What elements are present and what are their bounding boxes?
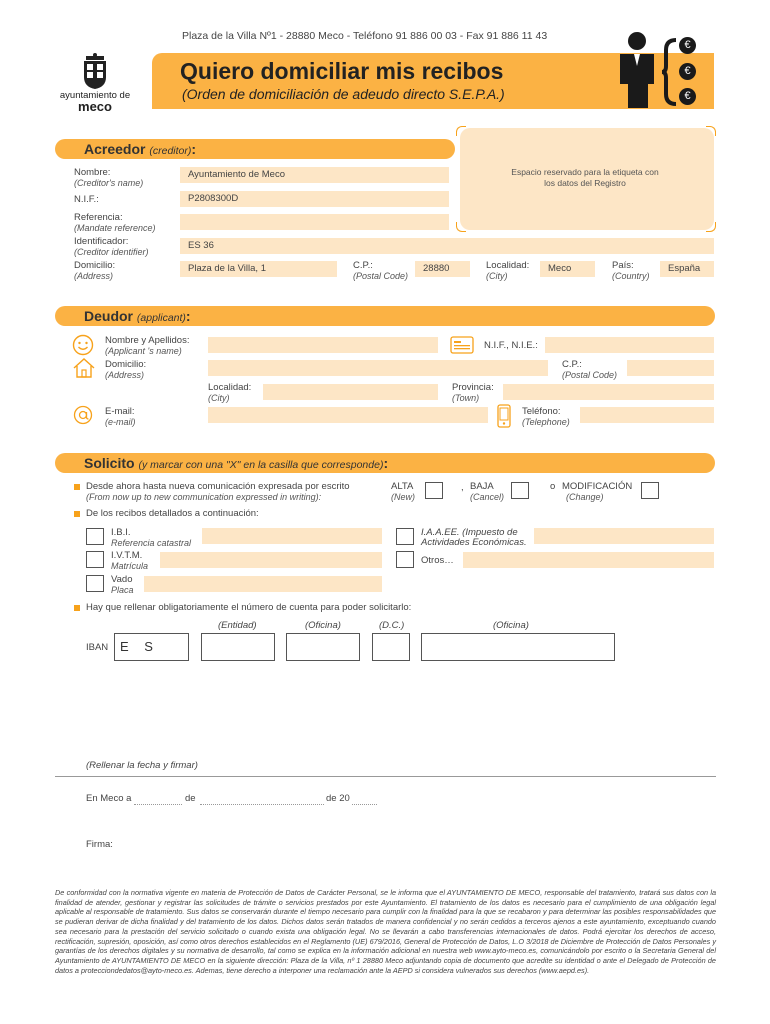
iban-country-box[interactable] (114, 633, 189, 661)
anio-line[interactable] (352, 795, 377, 805)
iban-cuenta-box[interactable] (421, 633, 615, 661)
solicito-title: Solicito (y marcar con una "X" en la casilla que corresponde): (84, 455, 389, 471)
entidad-label: (Entidad) (218, 620, 257, 631)
acreedor-title: Acreedor (creditor): (84, 141, 197, 157)
registro-corner-tr (706, 126, 716, 136)
otros-field[interactable] (463, 552, 714, 568)
deudor-localidad-field[interactable] (263, 384, 438, 400)
oficina1-label: (Oficina) (305, 620, 341, 631)
deudor-nif-field[interactable] (545, 337, 714, 353)
acreedor-referencia-label: Referencia: (Mandate reference) (74, 212, 156, 233)
alta-label: ALTA (New) (391, 481, 415, 502)
modif-checkbox[interactable] (641, 482, 659, 499)
logo-text-2: meco (78, 99, 112, 114)
registro-corner-bl (456, 222, 466, 232)
ibi-checkbox[interactable] (86, 528, 104, 545)
otros-checkbox[interactable] (396, 551, 414, 568)
deudor-domicilio-label: Domicilio: (Address) (105, 359, 147, 380)
deudor-bar (55, 306, 715, 326)
acreedor-nif-field[interactable]: P2808300D (180, 191, 449, 207)
mes-line[interactable] (200, 795, 324, 805)
deudor-domicilio-field[interactable] (208, 360, 548, 376)
solicito-item1: Desde ahora hasta nueva comunicación expresada por escrito (From now up to new communication expressed in writing): (86, 481, 350, 502)
de-label: de (185, 793, 196, 804)
ibi-field[interactable] (202, 528, 382, 544)
iaae-field[interactable] (534, 528, 714, 544)
acreedor-domicilio-field[interactable]: Plaza de la Villa, 1 (180, 261, 337, 277)
address-line: Plaza de la Villa Nº1 - 28880 Meco - Teléfono 91 886 00 03 - Fax 91 886 11 43 (182, 30, 548, 42)
deudor-cp-label: C.P.: (Postal Code) (562, 359, 618, 380)
phone-icon (496, 404, 512, 428)
ivtm-field[interactable] (160, 552, 382, 568)
acreedor-bar (55, 139, 455, 159)
vado-label: Vado Placa (111, 574, 134, 595)
coat-of-arms-icon (55, 52, 135, 92)
solicito-item3: Hay que rellenar obligatoriamente el número de cuenta para poder solicitarlo: (86, 602, 412, 613)
smiley-icon (72, 334, 94, 356)
baja-checkbox[interactable] (511, 482, 529, 499)
modif-label: MODIFICACIÓN (Change) (562, 481, 633, 502)
otros-label: Otros… (421, 555, 454, 566)
ivtm-label: I.V.T.M. Matrícula (111, 550, 149, 571)
legal-text: De conformidad con la normativa vigente en materia de Protección de Datos de Carácter Personal, se le informa que el AYUNTAMIENTO DE MECO, responsable del tratamiento, tratará sus datos con la finalidad de atender, gestionar y registrar las solicitudes de trámite o servicios prestados por este Ayuntamiento. El tratamiento de los datos es necesario para el cumplimiento de una obligación legal aplicable al responsable de tratamiento. Sus datos se conservarán durante el tiempo necesario para cumplir con la finalidad para la que se recabaron y para determinar las posibles responsabilidades que se pudieran derivar de dicha finalidad y del tratamiento de los datos. Dichos datos serán tratados de manera confidencial y no serán cedidos a terceros ajenos a este ayuntamiento, exceptuando cuando sea necesario para la prestación del servicio solicitado o cuando exista una obligación legal. No se llevarán a cabo transferencias internacionales de datos. Podrá ejercitar los derechos de acceso, rectificación, supresión, oposición, así como otros derechos establecidos en el Reglamento (UE) 679/2016, General de Protección de Datos, L.O 3/2018 de Diciembre de Protección de Datos Personales y garantías de los derechos digitales y su normativa de desarrollo, tal como se explica en la información adicional en nuestra web www.ayto-meco.es, comunicándolo por escrito o la Secretaria General del Ayuntamiento de AYUNTAMIENTO DE MECO en la siguiente dirección: Plaza de la Villa, nº 1 28880 Meco adjuntando copia de documento que acredite su identidad o ante el Delegado de Protección de datos a protecciondedatos@ayto-meco.es. Ademas, tiene derecho a interponer una reclamación ante la AEPD si considera vulnerados sus derechos (www.aepd.es). (55, 888, 716, 975)
registro-note: Espacio reservado para la etiqueta con los datos del Registro (511, 167, 659, 188)
ibi-label: I.B.I. Referencia catastral (111, 527, 192, 548)
acreedor-cp-label: C.P.: (Postal Code) (353, 260, 409, 281)
iban-dc-box[interactable] (372, 633, 410, 661)
bracket-icon (660, 36, 680, 108)
acreedor-identificador-label: Identificador: (Creditor identifier) (74, 236, 149, 257)
en-meco-label: En Meco a (86, 793, 132, 804)
businessman-icon (616, 30, 658, 108)
deudor-telefono-label: Teléfono: (Telephone) (522, 406, 570, 427)
oficina2-label: (Oficina) (493, 620, 529, 631)
deudor-email-label: E-mail: (e-mail) (105, 406, 136, 427)
alta-checkbox[interactable] (425, 482, 443, 499)
euro-icon-2: € (679, 63, 696, 80)
deudor-cp-field[interactable] (627, 360, 714, 376)
vado-checkbox[interactable] (86, 575, 104, 592)
iban-prefix: E S (120, 639, 159, 654)
iban-entidad-box[interactable] (201, 633, 275, 661)
at-sign-icon (73, 405, 93, 425)
acreedor-localidad-label: Localidad: (City) (486, 260, 530, 281)
bullet-3 (74, 605, 80, 611)
acreedor-nombre-field[interactable]: Ayuntamiento de Meco (180, 167, 449, 183)
deudor-provincia-field[interactable] (503, 384, 714, 400)
baja-label: BAJA (Cancel) (470, 481, 505, 502)
deudor-telefono-field[interactable] (580, 407, 714, 423)
page-title: Quiero domiciliar mis recibos (180, 58, 504, 84)
id-card-icon (450, 336, 474, 354)
iban-oficina-box[interactable] (286, 633, 360, 661)
acreedor-domicilio-label: Domicilio: (Address) (74, 260, 116, 281)
house-icon (72, 357, 96, 379)
bullet-2 (74, 511, 80, 517)
registro-corner-tl (456, 126, 466, 136)
deudor-nif-label: N.I.F., N.I.E.: (484, 340, 538, 351)
deudor-email-field[interactable] (208, 407, 488, 423)
bullet-1 (74, 484, 80, 490)
logo-text-1: ayuntamiento de (59, 90, 131, 101)
sep-o: o (550, 481, 556, 492)
page-subtitle: (Orden de domiciliación de adeudo directo S.E.P.A.) (182, 86, 505, 102)
meco-logo (55, 52, 135, 114)
registro-corner-br (706, 222, 716, 232)
iban-label: IBAN (86, 642, 109, 653)
sep-comma: , (461, 482, 464, 493)
deudor-nombre-label: Nombre y Apellidos: (Applicant 's name) (105, 335, 190, 356)
deudor-localidad-label: Localidad: (City) (208, 382, 252, 403)
iaae-label: I.A.A.EE. (Impuesto de Actividades Económicas. (421, 527, 527, 548)
solicito-item2: De los recibos detallados a continuación: (86, 508, 259, 519)
deudor-title: Deudor (applicant): (84, 308, 191, 324)
acreedor-nif-label: N.I.F.: (74, 194, 99, 205)
acreedor-pais-label: País: (Country) (612, 260, 650, 281)
vado-field[interactable] (144, 576, 382, 592)
acreedor-referencia-field[interactable] (180, 214, 449, 230)
acreedor-cp-field[interactable]: 28880 (415, 261, 470, 277)
euro-icon-1: € (679, 37, 696, 54)
firma-label: Firma: (86, 839, 113, 850)
dia-line[interactable] (134, 795, 182, 805)
deudor-provincia-label: Provincia: (Town) (452, 382, 494, 403)
acreedor-identificador-field[interactable]: ES 36 (180, 238, 714, 254)
dc-label: (D.C.) (379, 620, 405, 631)
divider (55, 776, 716, 777)
rellenar-note: (Rellenar la fecha y firmar) (86, 760, 198, 771)
ivtm-checkbox[interactable] (86, 551, 104, 568)
euro-icon-3: € (679, 88, 696, 105)
acreedor-nombre-label: Nombre: (Creditor's name) (74, 167, 144, 188)
acreedor-pais-field[interactable]: España (660, 261, 714, 277)
acreedor-localidad-field[interactable]: Meco (540, 261, 595, 277)
solicito-bar (55, 453, 715, 473)
deudor-nombre-field[interactable] (208, 337, 438, 353)
de-20-label: de 20 (326, 793, 350, 804)
iaae-checkbox[interactable] (396, 528, 414, 545)
